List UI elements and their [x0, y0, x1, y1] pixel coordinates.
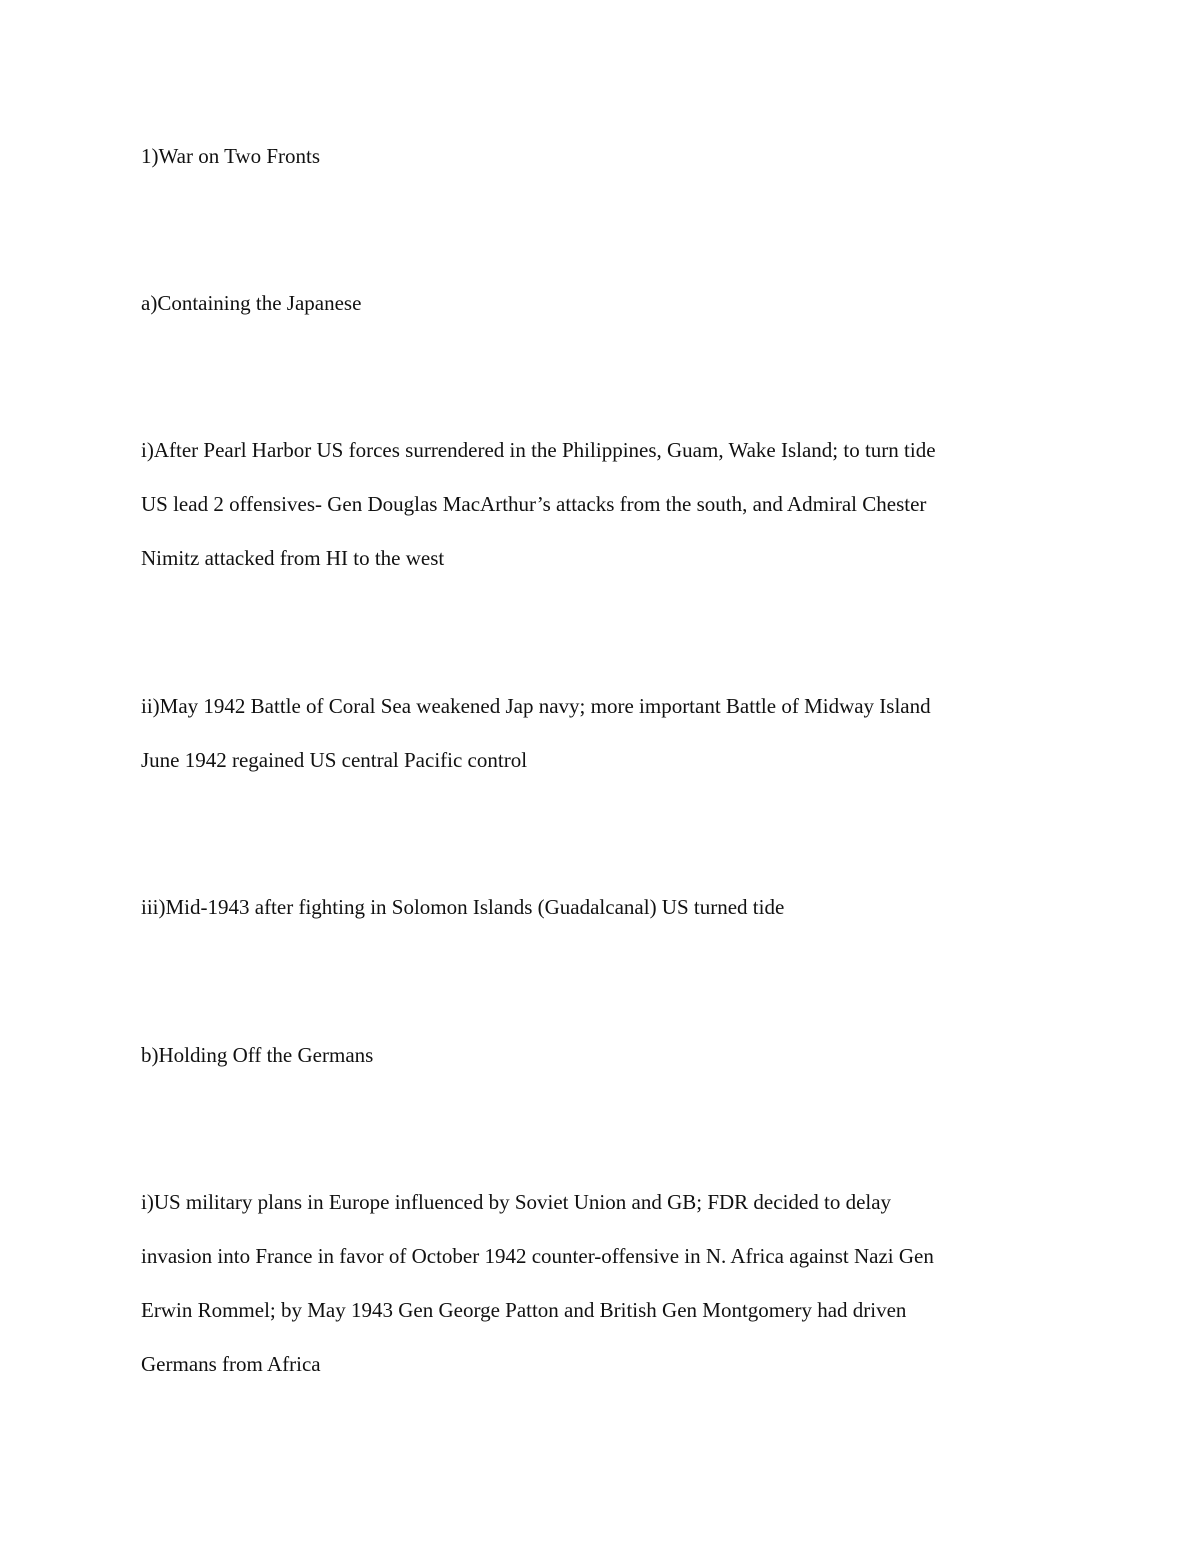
paragraph-line: Germans from Africa	[141, 1352, 321, 1376]
heading-containing-the-japanese: a)Containing the Japanese	[141, 291, 362, 315]
paragraph-line: Nimitz attacked from HI to the west	[141, 546, 445, 570]
paragraph-line: invasion into France in favor of October 1942 counter-offensive in N. Africa against Nazi Gen	[141, 1244, 934, 1268]
paragraph-line: Erwin Rommel; by May 1943 Gen George Patton and British Gen Montgomery had driven	[141, 1298, 907, 1322]
heading-holding-off-the-germans: b)Holding Off the Germans	[141, 1043, 374, 1067]
paragraph-line: ii)May 1942 Battle of Coral Sea weakened Jap navy; more important Battle of Midway Island	[141, 694, 931, 718]
paragraph-line: i)US military plans in Europe influenced by Soviet Union and GB; FDR decided to delay	[141, 1190, 892, 1214]
heading-war-on-two-fronts: 1)War on Two Fronts	[141, 144, 321, 168]
paragraph-line: iii)Mid-1943 after fighting in Solomon Islands (Guadalcanal) US turned tide	[141, 895, 785, 919]
paragraph-line: June 1942 regained US central Pacific control	[141, 748, 528, 772]
paragraph-line: US lead 2 offensives- Gen Douglas MacArthur’s attacks from the south, and Admiral Chester	[141, 492, 927, 516]
paragraph-line: i)After Pearl Harbor US forces surrendered in the Philippines, Guam, Wake Island; to turn tide	[141, 438, 936, 462]
